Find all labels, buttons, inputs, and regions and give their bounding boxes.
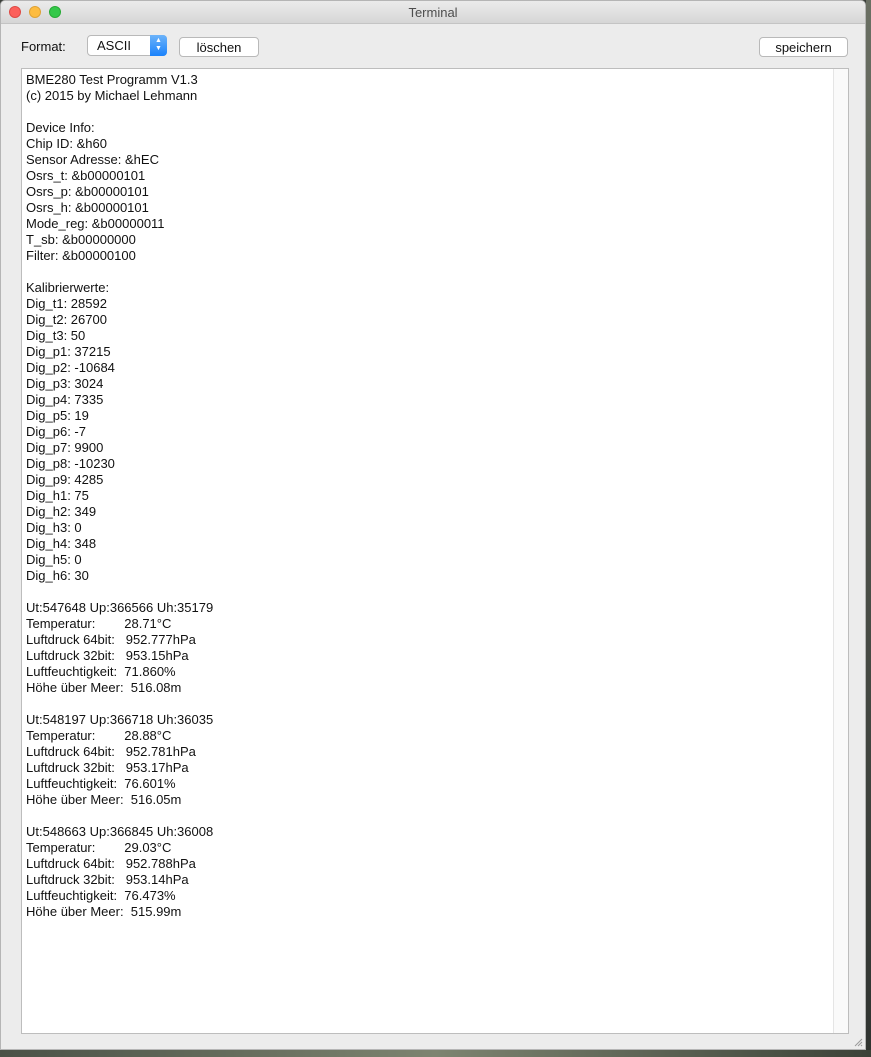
output-line: Dig_t3: 50	[26, 328, 86, 343]
output-line: Dig_h3: 0	[26, 520, 82, 535]
output-line: Dig_h4: 348	[26, 536, 97, 551]
output-line: Dig_p8: -10230	[26, 456, 115, 471]
output-line: Temperatur: 29.03°C	[26, 840, 172, 855]
output-line: Chip ID: &h60	[26, 136, 107, 151]
output-line: (c) 2015 by Michael Lehmann	[26, 88, 198, 103]
window-title: Terminal	[408, 5, 458, 20]
output-line: Dig_h6: 30	[26, 568, 89, 583]
output-line: Höhe über Meer: 516.05m	[26, 792, 182, 807]
output-line: T_sb: &b00000000	[26, 232, 136, 247]
output-line: Luftdruck 64bit: 952.777hPa	[26, 632, 196, 647]
output-line: Temperatur: 28.88°C	[26, 728, 172, 743]
output-line: Ut:548663 Up:366845 Uh:36008	[26, 824, 214, 839]
output-line: Osrs_p: &b00000101	[26, 184, 149, 199]
output-line: Dig_p6: -7	[26, 424, 86, 439]
output-line: Filter: &b00000100	[26, 248, 136, 263]
output-line: Sensor Adresse: &hEC	[26, 152, 159, 167]
output-line: Ut:548197 Up:366718 Uh:36035	[26, 712, 214, 727]
output-line: Dig_t2: 26700	[26, 312, 107, 327]
output-line: Luftdruck 32bit: 953.14hPa	[26, 872, 189, 887]
output-line: Ut:547648 Up:366566 Uh:35179	[26, 600, 214, 615]
output-line: Luftfeuchtigkeit: 76.473%	[26, 888, 176, 903]
output-line: Höhe über Meer: 516.08m	[26, 680, 182, 695]
output-line: Mode_reg: &b00000011	[26, 216, 165, 231]
output-line: Dig_p5: 19	[26, 408, 89, 423]
output-line: Dig_p9: 4285	[26, 472, 104, 487]
output-line: Dig_h1: 75	[26, 488, 89, 503]
desktop-background	[866, 0, 871, 1057]
save-button[interactable]: speichern	[759, 37, 848, 57]
updown-arrows-icon: ▲ ▼	[150, 35, 167, 56]
output-line: Device Info:	[26, 120, 95, 135]
output-line: Osrs_t: &b00000101	[26, 168, 146, 183]
format-label: Format:	[21, 39, 66, 54]
output-line: Höhe über Meer: 515.99m	[26, 904, 182, 919]
title-bar[interactable]	[1, 1, 865, 24]
output-line: Osrs_h: &b00000101	[26, 200, 149, 215]
output-line: Dig_p2: -10684	[26, 360, 115, 375]
output-line: Dig_p7: 9900	[26, 440, 104, 455]
output-line: BME280 Test Programm V1.3	[26, 72, 198, 87]
resize-grip-icon[interactable]	[853, 1037, 863, 1047]
output-line: Dig_t1: 28592	[26, 296, 107, 311]
output-line: Dig_p1: 37215	[26, 344, 111, 359]
desktop-background-bottom	[0, 1050, 871, 1057]
output-line: Luftdruck 32bit: 953.17hPa	[26, 760, 189, 775]
output-line: Dig_h2: 349	[26, 504, 97, 519]
output-line: Dig_h5: 0	[26, 552, 82, 567]
output-line: Luftdruck 64bit: 952.781hPa	[26, 744, 196, 759]
terminal-output-area[interactable]	[21, 68, 849, 1034]
output-line: Luftdruck 64bit: 952.788hPa	[26, 856, 196, 871]
output-line: Temperatur: 28.71°C	[26, 616, 172, 631]
clear-button[interactable]: löschen	[179, 37, 259, 57]
output-line: Dig_p4: 7335	[26, 392, 104, 407]
vertical-scrollbar[interactable]	[833, 69, 848, 1033]
format-select-value: ASCII	[97, 38, 131, 53]
output-line: Luftfeuchtigkeit: 71.860%	[26, 664, 176, 679]
output-line: Luftfeuchtigkeit: 76.601%	[26, 776, 176, 791]
output-line: Kalibrierwerte:	[26, 280, 110, 295]
output-line: Luftdruck 32bit: 953.15hPa	[26, 648, 189, 663]
format-select[interactable]	[87, 35, 167, 56]
terminal-output-text	[26, 72, 213, 920]
output-line: Dig_p3: 3024	[26, 376, 104, 391]
